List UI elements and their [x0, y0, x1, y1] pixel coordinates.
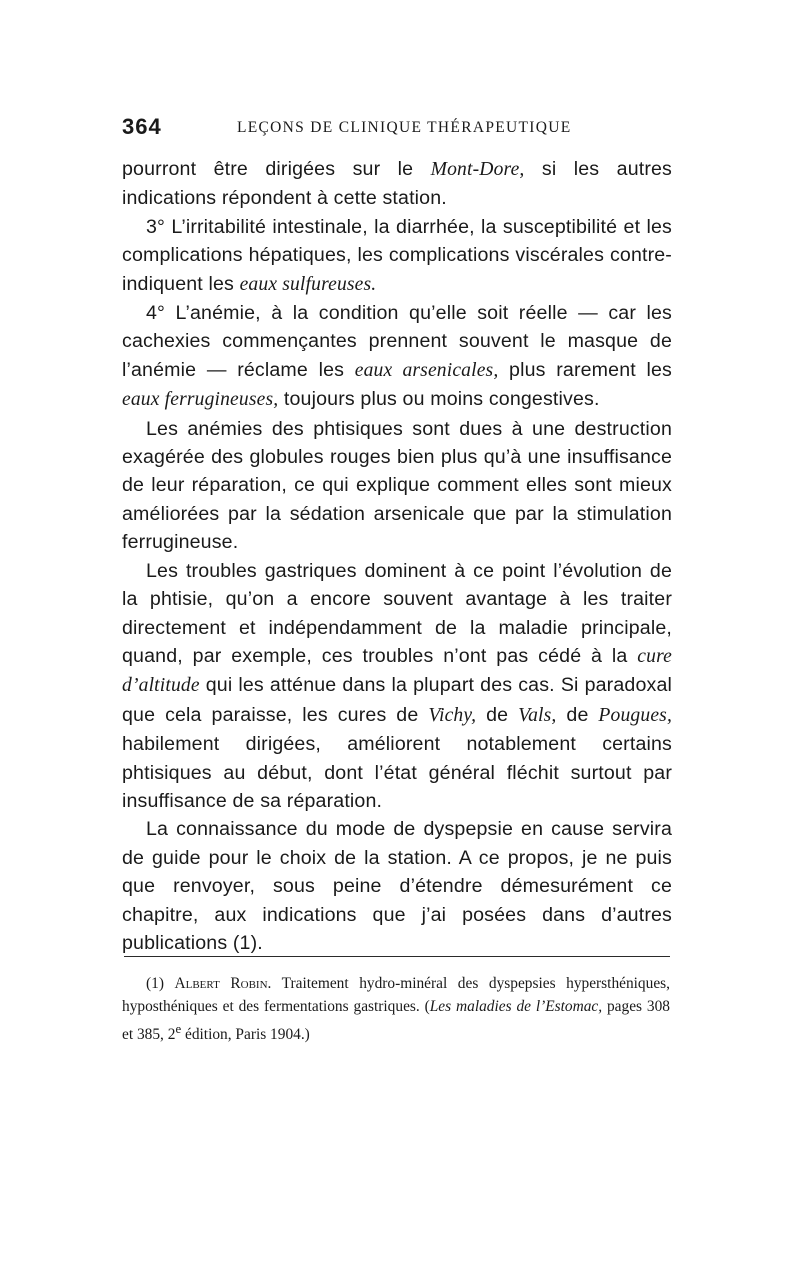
running-title: LEÇONS DE CLINIQUE THÉRAPEUTIQUE — [237, 119, 572, 136]
text-run: 4° L’anémie, à la condition qu’elle soit réelle — car les cachexies commençantes prennent souvent le masque de l’anémie — réclame les — [122, 302, 672, 381]
text-run: de — [556, 703, 599, 726]
text-run: La connaissance du mode de dyspepsie en cause servira de guide pour le choix de la station. A ce propos, je ne puis que renvoyer, sous peine d’étendre démesurément ce chapitre, aux indications que j’ai posées dans d’autres publications — [122, 818, 672, 954]
italic-term: eaux arsenicales, — [354, 359, 499, 381]
text-run: Les anémies des phtisiques sont dues à une destruction exagérée des globules rouges bien plus qu’à une insuffisance de leur réparation, ce qui explique comment elles sont mieux améliorées par la sédation arsenicale que par la stimulation ferrugineuse. — [122, 417, 672, 554]
text-run: 3° L’irritabilité intestinale, la diarrhée, la susceptibilité et les complications hépatiques, les complications viscérales contre-indiquent les — [122, 215, 672, 295]
paragraph-mont-dore — [122, 155, 672, 213]
text-run: pourront être dirigées sur le — [122, 158, 431, 180]
paragraph-dyspepsie — [122, 815, 672, 957]
text-run: habilement dirigées, améliorent notablement certains phtisiques au début, dont l’état général fléchit surtout par insuffisance de sa réparation. — [122, 733, 672, 812]
text-run: de — [476, 703, 519, 726]
superscript: e — [175, 1022, 182, 1036]
paragraph-point-4 — [122, 299, 672, 415]
italic-place-name: Pougues, — [598, 704, 672, 726]
text-run: si les autres indications répondent à cette station. — [122, 158, 673, 210]
italic-term: eaux sulfureuses. — [239, 273, 377, 295]
paragraph-point-3 — [122, 213, 672, 299]
body-text — [122, 155, 672, 957]
footnote-text — [122, 973, 670, 1047]
footnote-separator — [124, 956, 670, 957]
page-header — [122, 114, 672, 144]
text-run: Traitement hydro-minéral des dyspepsies hypersthéniques, hyposthéniques et des fermentations gastriques. ( — [122, 975, 670, 1015]
italic-place-name: Vichy, — [428, 704, 477, 726]
page-number: 364 — [122, 114, 162, 139]
text-run: Les troubles gastriques dominent à ce point l’évolution de la phtisie, qu’on a encore souvent avantage à les traiter directement et indépendamment de la maladie principale, quand, par exemple, ces troubles n’ont pas cédé à la — [122, 559, 672, 667]
italic-term: eaux ferrugineuses, — [122, 389, 279, 411]
italic-place-name: Mont-Dore, — [430, 159, 525, 180]
italic-title: Les maladies de l’Estomac, — [429, 997, 603, 1015]
text-run: plus rarement les — [498, 358, 672, 381]
footnote-marker: (1) — [146, 975, 175, 992]
footnote — [122, 973, 670, 1047]
text-run: édition, Paris 1904.) — [181, 1026, 310, 1044]
text-run: qui les atténue dans la plupart des cas. Si paradoxal que cela paraisse, les cures de — [122, 674, 672, 726]
footnote-reference[interactable]: (1). — [232, 931, 263, 954]
paragraph-anemies — [122, 415, 672, 557]
paragraph-troubles-gastriques — [122, 557, 672, 816]
text-run: toujours plus ou moins congestives. — [278, 388, 600, 411]
text-run: pages 308 et 385, 2 — [122, 997, 670, 1044]
footnote-author: Albert Robin. — [174, 975, 272, 992]
italic-term: cure d’altitude — [122, 645, 672, 697]
italic-place-name: Vals, — [518, 704, 557, 726]
